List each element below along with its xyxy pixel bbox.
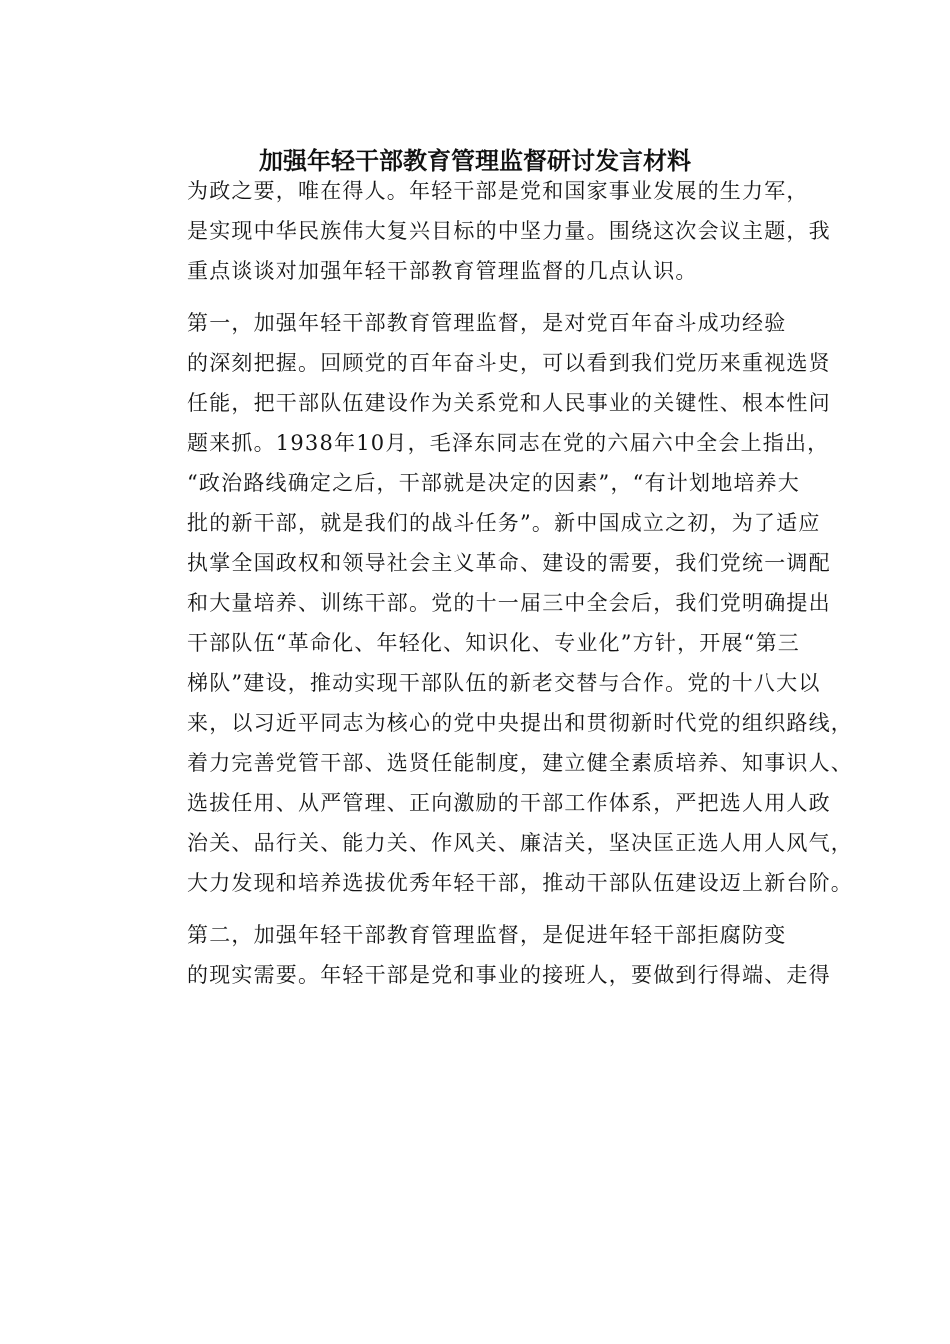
document-body <box>145 171 853 995</box>
paragraph-line: 的深刻把握。回顾党的百年奋斗史，可以看到我们党历来重视选贤 <box>187 351 831 375</box>
paragraph-line: 重点谈谈对加强年轻干部教育管理监督的几点认识。 <box>187 259 698 283</box>
paragraph-line: 题来抓。1938年10月，毛泽东同志在党的六届六中全会上指出， <box>187 431 830 455</box>
paragraph-line: 是实现中华民族伟大复兴目标的中坚力量。围绕这次会议主题，我 <box>187 219 831 243</box>
paragraph-intro <box>145 171 831 291</box>
paragraph-line: 为政之要，唯在得人。年轻干部是党和国家事业发展的生力军， <box>187 179 809 203</box>
paragraph-line: 选拔任用、从严管理、正向激励的干部工作体系，严把选人用人政 <box>187 791 831 815</box>
paragraph-line: 第一，加强年轻干部教育管理监督，是对党百年奋斗成功经验 <box>187 311 787 335</box>
paragraph-line: 治关、品行关、能力关、作风关、廉洁关，坚决匡正选人用人风气， <box>187 831 853 855</box>
paragraph-line: 干部队伍“革命化、年轻化、知识化、专业化”方针，开展“第三 <box>187 631 801 655</box>
paragraph-first-point <box>145 303 853 903</box>
paragraph-line: 的现实需要。年轻干部是党和事业的接班人，要做到行得端、走得 <box>187 963 831 987</box>
document-title: 加强年轻干部教育管理监督研讨发言材料 <box>259 146 691 175</box>
paragraph-second-point <box>145 915 831 995</box>
paragraph-line: 大力发现和培养选拔优秀年轻干部，推动干部队伍建设迈上新台阶。 <box>187 871 853 895</box>
paragraph-line: “政治路线确定之后，干部就是决定的因素”，“有计划地培养大 <box>187 471 801 495</box>
paragraph-line: 第二，加强年轻干部教育管理监督，是促进年轻干部拒腐防变 <box>187 923 787 947</box>
paragraph-line: 执掌全国政权和领导社会主义革命、建设的需要，我们党统一调配 <box>187 551 831 575</box>
paragraph-line: 和大量培养、训练干部。党的十一届三中全会后，我们党明确提出 <box>187 591 831 615</box>
paragraph-line: 着力完善党管干部、选贤任能制度，建立健全素质培养、知事识人、 <box>187 751 853 775</box>
paragraph-line: 任能，把干部队伍建设作为关系党和人民事业的关键性、根本性问 <box>187 391 831 415</box>
paragraph-line: 来，以习近平同志为核心的党中央提出和贯彻新时代党的组织路线， <box>187 711 853 735</box>
paragraph-line: 梯队”建设，推动实现干部队伍的新老交替与合作。党的十八大以 <box>187 671 821 695</box>
paragraph-line: 批的新干部，就是我们的战斗任务”。新中国成立之初，为了适应 <box>187 511 821 535</box>
